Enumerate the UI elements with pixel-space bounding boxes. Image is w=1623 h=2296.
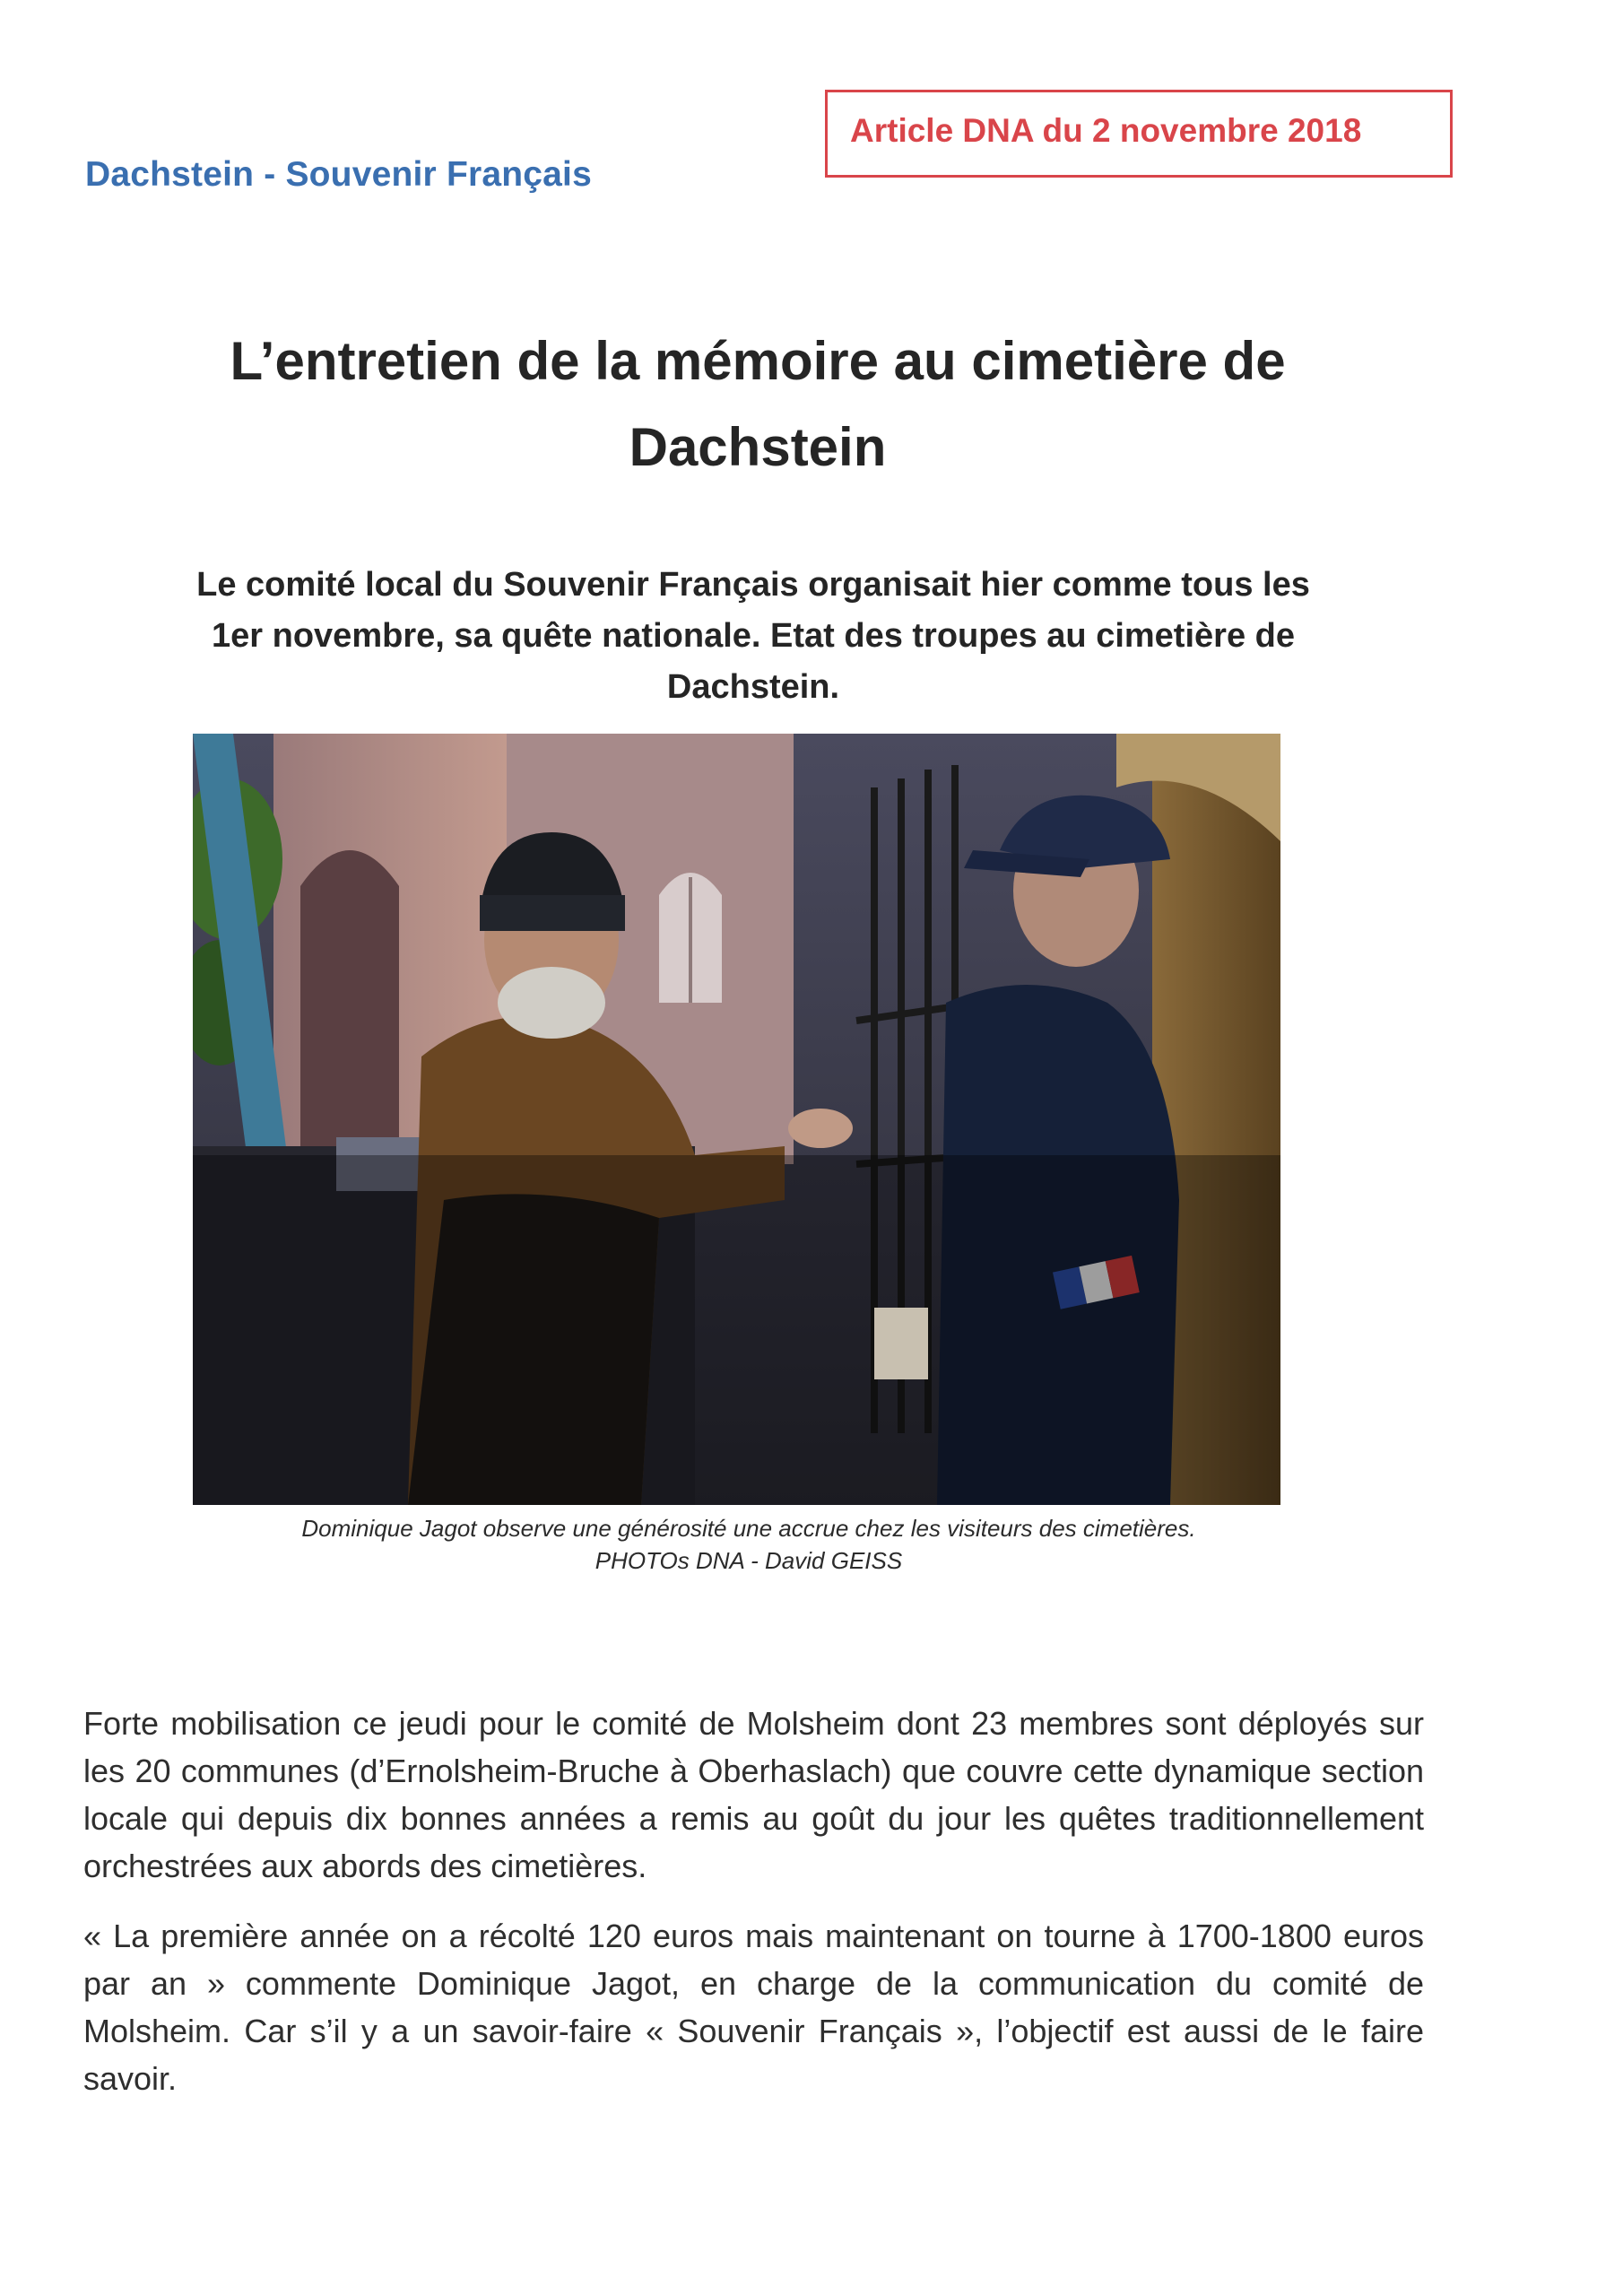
article-title	[135, 318, 1381, 491]
photo-credit: PHOTOs DNA - David GEISS	[595, 1547, 903, 1574]
photo-caption	[193, 1512, 1305, 1577]
article-paragraph: « La première année on a récolté 120 euros mais maintenant on tourne à 1700-1800 euros par an » commente Dominique Jagot, en charge de la communication du comité de Molsheim. Car s’il y a un savoir-faire « Souvenir Français », l’objectif est aussi de le faire savoir.	[83, 1918, 1424, 2097]
photo-illustration	[193, 734, 1280, 1505]
article-title-line: Dachstein	[629, 417, 887, 477]
article-photo	[193, 734, 1280, 1505]
photo-caption-line: Dominique Jagot observe une générosité une accrue chez les visiteurs des cimetières.	[301, 1515, 1196, 1542]
article-date-box	[825, 90, 1453, 178]
article-date-label: Article DNA du 2 novembre 2018	[850, 112, 1362, 149]
article-lead	[170, 560, 1336, 713]
article-body	[83, 1700, 1424, 2125]
article-lead-line: 1er novembre, sa quête nationale. Etat des troupes au cimetière de	[212, 617, 1295, 655]
section-kicker: Dachstein - Souvenir Français	[85, 155, 592, 194]
article-paragraph: Forte mobilisation ce jeudi pour le comité de Molsheim dont 23 membres sont déployés sur les 20 communes (d’Ernolsheim-Bruche à Oberhaslach) que couvre cette dynamique section locale qui depuis dix bonnes années a remis au goût du jour les quêtes traditionnellement orchestrées aux abords des cimetières.	[83, 1705, 1424, 1884]
article-title-line: L’entretien de la mémoire au cimetière de	[230, 331, 1286, 391]
article-lead-line: Dachstein.	[666, 668, 840, 706]
article-lead-line: Le comité local du Souvenir Français organisait hier comme tous les	[196, 566, 1310, 604]
